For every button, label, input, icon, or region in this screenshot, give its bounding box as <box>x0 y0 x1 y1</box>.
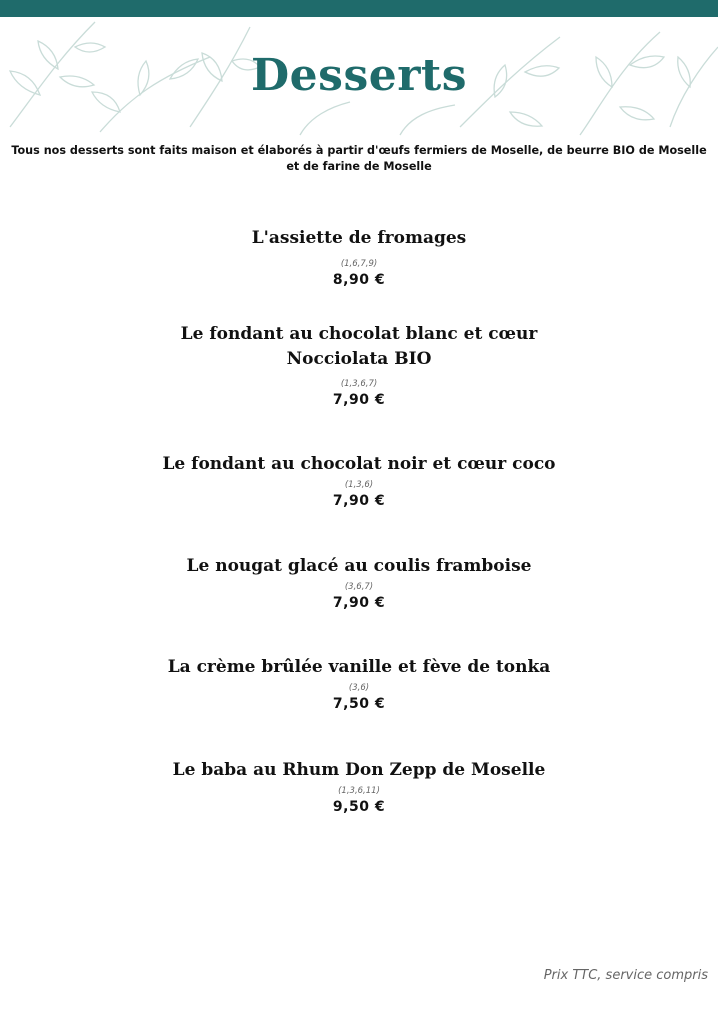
item-name-line: Le fondant au chocolat noir et cœur coco <box>162 454 556 474</box>
item-allergens: (1,6,7,9) <box>340 259 378 269</box>
menu-item <box>0 655 718 713</box>
item-price: 7,90 € <box>332 392 386 408</box>
item-name <box>0 758 718 783</box>
item-allergens: (3,6) <box>348 683 370 693</box>
footer-note: Prix TTC, service compris <box>543 968 708 983</box>
menu-item <box>0 554 718 612</box>
intro-text: Tous nos desserts sont faits maison et élaborés à partir d'œufs fermiers de Moselle, de beurre BIO de Moselle et de farine de Moselle <box>11 144 707 173</box>
item-price: 7,90 € <box>332 493 386 509</box>
item-name <box>0 226 718 251</box>
item-price: 7,90 € <box>332 595 386 611</box>
page-title: Desserts <box>251 50 467 101</box>
item-name-line: La crème brûlée vanille et fève de tonka <box>167 657 551 677</box>
menu-item <box>0 758 718 816</box>
item-name-line: L'assiette de fromages <box>251 228 467 248</box>
top-accent-bar <box>0 0 718 17</box>
menu-item <box>0 452 718 510</box>
item-price: 7,50 € <box>332 696 386 712</box>
item-name-line: Le fondant au chocolat blanc et cœur <box>180 324 538 344</box>
item-name <box>0 322 718 372</box>
item-price: 9,50 € <box>332 799 386 815</box>
menu-item <box>0 322 718 409</box>
item-name-line: Le baba au Rhum Don Zepp de Moselle <box>172 760 546 780</box>
item-name-line: Le nougat glacé au coulis framboise <box>186 556 532 576</box>
item-allergens: (3,6,7) <box>344 582 374 592</box>
item-allergens: (1,3,6) <box>344 480 374 490</box>
item-name <box>0 452 718 477</box>
item-allergens: (1,3,6,7) <box>340 379 378 389</box>
item-name <box>0 554 718 579</box>
item-allergens: (1,3,6,11) <box>338 786 380 796</box>
menu-item <box>0 226 718 289</box>
item-name <box>0 655 718 680</box>
item-price: 8,90 € <box>332 272 386 288</box>
item-name-line: Nocciolata BIO <box>286 349 432 369</box>
